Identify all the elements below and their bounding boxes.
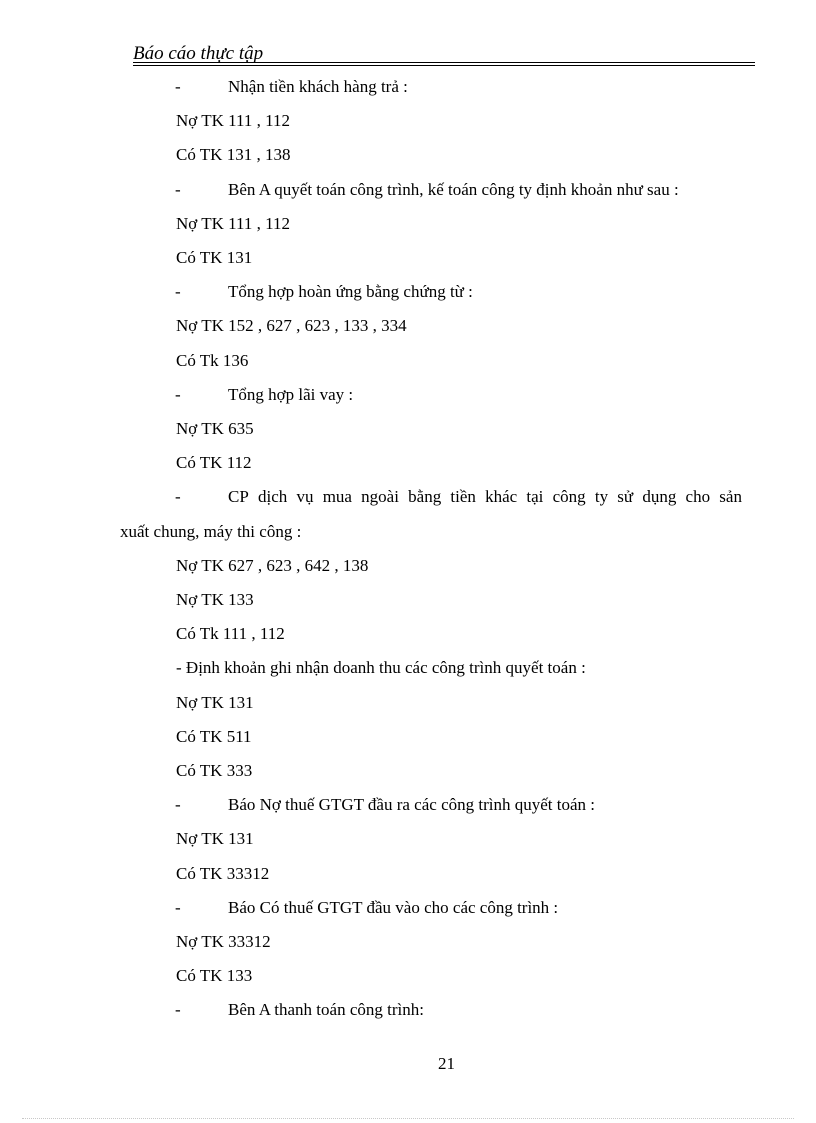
- text-line: [0, 144, 816, 166]
- text-line: [0, 521, 816, 543]
- line-text: Nợ TK 33312: [176, 932, 271, 951]
- text-line: [0, 281, 816, 303]
- word: tiền: [450, 487, 476, 506]
- line-text: Có Tk 136: [176, 351, 249, 370]
- text-line: [0, 555, 816, 577]
- text-line: [0, 623, 816, 645]
- text-line: [0, 965, 816, 987]
- line-text: Nợ TK 627 , 623 , 642 , 138: [176, 556, 369, 575]
- text-line: [0, 999, 816, 1021]
- text-line: [0, 247, 816, 269]
- line-text: xuất chung, máy thi công :: [120, 522, 302, 541]
- line-text: Nợ TK 131: [176, 829, 254, 848]
- word: cho: [685, 487, 711, 506]
- text-line: [0, 179, 816, 201]
- word: sản: [719, 487, 742, 506]
- text-line: [0, 418, 816, 440]
- line-text: Nợ TK 635: [176, 419, 254, 438]
- text-line: [0, 931, 816, 953]
- line-text: Có TK 33312: [176, 864, 270, 883]
- line-text: Báo Có thuế GTGT đầu vào cho các công trình :: [228, 898, 559, 917]
- line-text: Nhận tiền khách hàng trả :: [228, 77, 408, 96]
- bullet-dash: -: [175, 77, 181, 96]
- line-text: Báo Nợ thuế GTGT đầu ra các công trình quyết toán :: [228, 795, 595, 814]
- line-text: Có Tk 111 , 112: [176, 624, 285, 643]
- page-header: [133, 42, 755, 68]
- text-line: [0, 589, 816, 611]
- text-line: [0, 384, 816, 406]
- text-line: [0, 760, 816, 782]
- line-text: Nợ TK 133: [176, 590, 254, 609]
- bullet-dash: -: [175, 487, 181, 506]
- bullet-dash: -: [175, 385, 181, 404]
- text-line: [0, 897, 816, 919]
- text-line: [0, 76, 816, 98]
- header-title: Báo cáo thực tập: [133, 43, 264, 64]
- text-line: [0, 213, 816, 235]
- header-rule-top: [133, 62, 755, 63]
- word: bằng: [408, 487, 442, 506]
- text-line: [0, 350, 816, 372]
- text-line: [0, 486, 816, 508]
- word: CP: [228, 487, 249, 506]
- line-text: Bên A thanh toán công trình:: [228, 1000, 424, 1019]
- line-text: Nợ TK 111 , 112: [176, 111, 290, 130]
- text-line: [0, 110, 816, 132]
- text-line: [0, 315, 816, 337]
- page-number: 21: [438, 1054, 455, 1073]
- page-footer-divider: [22, 1118, 794, 1119]
- text-line: [0, 863, 816, 885]
- line-text: Có TK 333: [176, 761, 253, 780]
- text-line: [0, 828, 816, 850]
- line-text: Bên A quyết toán công trình, kế toán công ty định khoản như sau :: [228, 180, 679, 199]
- header-rule-bottom: [133, 65, 755, 66]
- line-text: - Định khoản ghi nhận doanh thu các công trình quyết toán :: [176, 658, 586, 677]
- bullet-dash: -: [175, 180, 181, 199]
- line-text: Tổng hợp hoàn ứng bằng chứng từ :: [228, 282, 473, 301]
- word: sử: [617, 487, 634, 506]
- text-line: [0, 794, 816, 816]
- word: dụng: [642, 487, 677, 506]
- bullet-dash: -: [175, 1000, 181, 1019]
- text-line: [0, 726, 816, 748]
- line-text: Có TK 133: [176, 966, 253, 985]
- line-text: Tổng hợp lãi vay :: [228, 385, 354, 404]
- bullet-dash: -: [175, 282, 181, 301]
- bullet-dash: -: [175, 898, 181, 917]
- text-line: [0, 692, 816, 714]
- line-text: Nợ TK 152 , 627 , 623 , 133 , 334: [176, 316, 407, 335]
- line-text: Nợ TK 111 , 112: [176, 214, 290, 233]
- text-line: [0, 657, 816, 679]
- line-text: [228, 486, 742, 508]
- line-text: Nợ TK 131: [176, 693, 254, 712]
- line-text: Có TK 511: [176, 727, 252, 746]
- word: ty: [594, 487, 609, 506]
- line-text: Có TK 131 , 138: [176, 145, 291, 164]
- word: khác: [485, 487, 518, 506]
- word: vụ: [296, 487, 314, 506]
- line-text: Có TK 112: [176, 453, 252, 472]
- word: dịch: [258, 487, 288, 506]
- word: mua: [322, 487, 352, 506]
- word: công: [552, 487, 586, 506]
- text-line: [0, 452, 816, 474]
- word: ngoài: [361, 487, 399, 506]
- bullet-dash: -: [175, 795, 181, 814]
- word: tại: [526, 487, 544, 506]
- line-text: Có TK 131: [176, 248, 253, 267]
